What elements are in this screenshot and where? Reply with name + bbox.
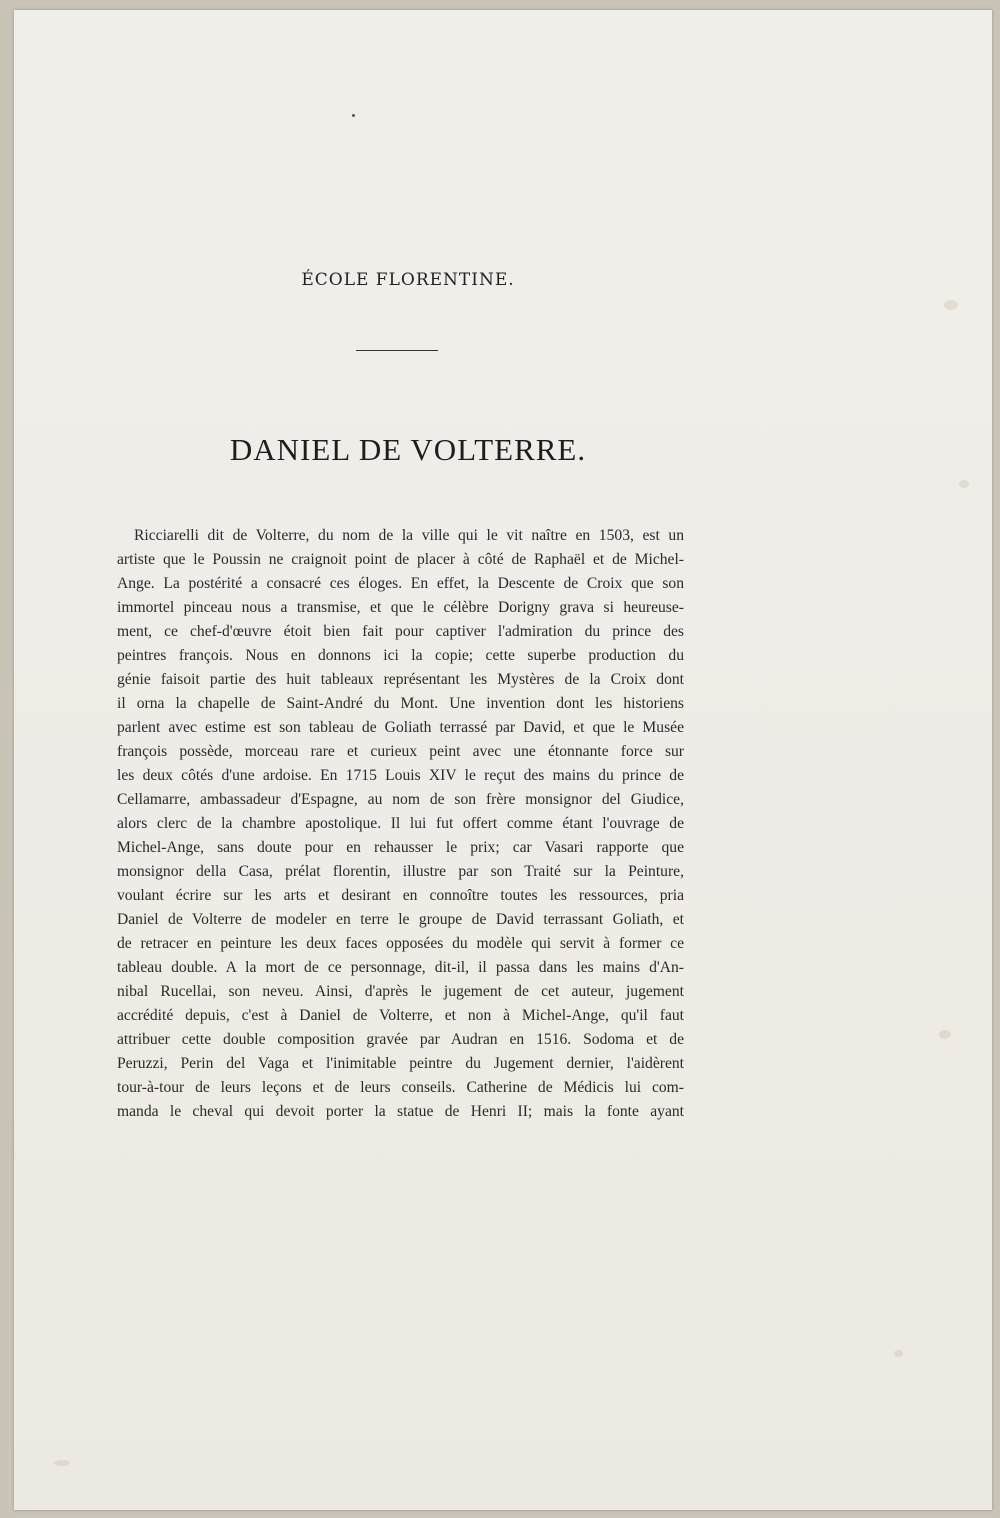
text-line: parlent avec estime est son tableau de Goliath terrassé par David, et que le Musée	[117, 719, 684, 736]
text-line: génie faisoit partie des huit tableaux représentant les Mystères de la Croix dont	[117, 671, 684, 688]
text-line: voulant écrire sur les arts et desirant en connoître toutes les ressources, pria	[117, 887, 684, 904]
text-line: Daniel de Volterre de modeler en terre le groupe de David terrassant Goliath, et	[117, 911, 684, 928]
foxing-spot	[959, 480, 969, 488]
page-title: DANIEL DE VOLTERRE.	[229, 432, 587, 467]
text-line: Ricciarelli dit de Volterre, du nom de la ville qui le vit naître en 1503, est un	[134, 527, 684, 544]
paper-page	[14, 10, 992, 1510]
text-line: il orna la chapelle de Saint-André du Mont. Une invention dont les historiens	[117, 695, 684, 712]
text-line: nibal Rucellai, son neveu. Ainsi, d'après le jugement de cet auteur, jugement	[117, 983, 684, 1000]
school-heading: ÉCOLE FLORENTINE.	[301, 270, 515, 290]
text-line: les deux côtés d'une ardoise. En 1715 Louis XIV le reçut des mains du prince de	[117, 767, 684, 784]
text-line: peintres françois. Nous en donnons ici la copie; cette superbe production du	[117, 647, 684, 664]
foxing-spot	[54, 1460, 70, 1466]
foxing-spot	[944, 300, 958, 310]
text-line: alors clerc de la chambre apostolique. Il lui fut offert comme étant l'ouvrage de	[117, 815, 684, 832]
text-line: artiste que le Poussin ne craignoit point de placer à côté de Raphaël et de Michel-	[117, 551, 684, 568]
text-line: monsignor della Casa, prélat florentin, illustre par son Traité sur la Peinture,	[117, 863, 684, 880]
text-line: immortel pinceau nous a transmise, et que le célèbre Dorigny grava si heureuse-	[117, 599, 684, 616]
ink-speck	[352, 114, 355, 117]
foxing-spot	[894, 1350, 903, 1357]
text-line: manda le cheval qui devoit porter la statue de Henri II; mais la fonte ayant	[117, 1103, 684, 1120]
text-line: de retracer en peinture les deux faces opposées du modèle qui servit à former ce	[117, 935, 684, 952]
text-line: françois possède, morceau rare et curieux peint avec une étonnante force sur	[117, 743, 684, 760]
text-line: tour-à-tour de leurs leçons et de leurs conseils. Catherine de Médicis lui com-	[117, 1079, 684, 1096]
text-line: attribuer cette double composition gravée par Audran en 1516. Sodoma et de	[117, 1031, 684, 1048]
divider-rule	[356, 350, 438, 351]
text-line: Cellamarre, ambassadeur d'Espagne, au nom de son frère monsignor del Giudice,	[117, 791, 684, 808]
text-line: Ange. La postérité a consacré ces éloges. En effet, la Descente de Croix que son	[117, 575, 684, 592]
text-line: ment, ce chef-d'œuvre étoit bien fait pour captiver l'admiration du prince des	[117, 623, 684, 640]
text-line: tableau double. A la mort de ce personnage, dit-il, il passa dans les mains d'An-	[117, 959, 684, 976]
text-line: accrédité depuis, c'est à Daniel de Volterre, et non à Michel-Ange, qu'il faut	[117, 1007, 684, 1024]
text-line: Michel-Ange, sans doute pour en rehausser le prix; car Vasari rapporte que	[117, 839, 684, 856]
foxing-spot	[939, 1030, 951, 1039]
body-paragraph	[117, 524, 684, 1124]
text-line: Peruzzi, Perin del Vaga et l'inimitable peintre du Jugement dernier, l'aidèrent	[117, 1055, 684, 1072]
